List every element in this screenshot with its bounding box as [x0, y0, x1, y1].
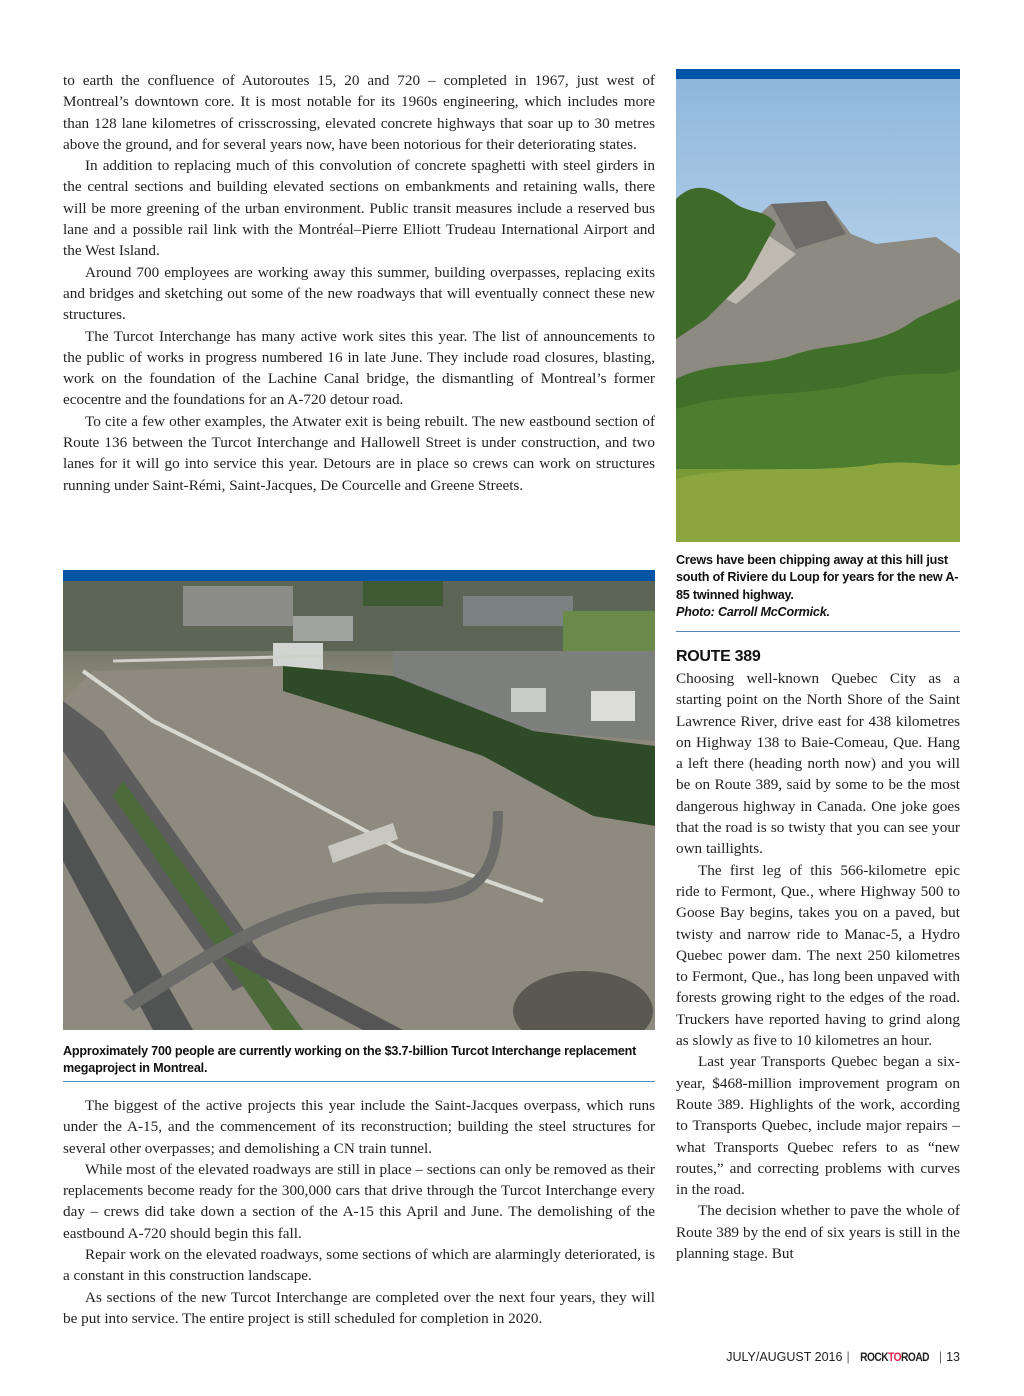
photo-trees — [363, 581, 443, 606]
page-number: 13 — [946, 1350, 960, 1364]
photo-accent-bar — [63, 570, 655, 581]
footer-separator: | — [846, 1350, 850, 1364]
paragraph: The first leg of this 566-kilometre epic ride to Fermont, Que., where Highway 500 to Goose Bay begins, takes you on a paved, but twisty and narrow ride to Manac-5, a Hydro Quebec power dam. The next 250 kilometres to Fermont, Que., has long been unpaved with forests growing right to the edges of the road. Truckers have reported having to grind along as slowly as five to 10 kilometres an hour. — [676, 861, 960, 1050]
paragraph: As sections of the new Turcot Interchange are completed over the next four years, they will be put into service. The entire project is still scheduled for completion in 2020. — [63, 1288, 655, 1327]
paragraph: The Turcot Interchange has many active work sites this year. The list of announcements to the public of works in progress numbered 16 in late June. They include road closures, blasting, work on the foundation of the Lachine Canal bridge, the dismantling of Montreal’s former ecocentre and the foundations for an A-720 detour road. — [63, 327, 655, 409]
logo-text-rock: ROCK — [859, 1350, 888, 1364]
footer-separator: | — [938, 1350, 943, 1364]
photo-parking — [463, 596, 573, 626]
right-column-text — [676, 668, 960, 1264]
photo-accent-bar — [676, 69, 960, 79]
caption-divider — [676, 631, 960, 632]
paragraph: Around 700 employees are working away this summer, building overpasses, replacing exits and bridges and sketching out some of the new roadways that will eventually connect these new structures. — [63, 263, 655, 324]
left-column-bottom-text — [63, 1095, 655, 1329]
caption-text: Crews have been chipping away at this hill just south of Riviere du Loup for years for the new A-85 twinned highway. — [676, 553, 959, 602]
logo-text-to: TO — [887, 1350, 901, 1364]
paragraph: The biggest of the active projects this year include the Saint-Jacques overpass, which runs under the A-15, and the commencement of its reconstruction; building the steel structures for several other overpasses; and demolishing a CN train tunnel. — [63, 1097, 655, 1157]
aerial-photo-turcot-interchange — [63, 581, 655, 1030]
paragraph: to earth the confluence of Autoroutes 15, 20 and 720 – completed in 1967, just west of Montreal’s downtown core. It is most notable for its 1960s engineering, which includes more than 128 lane kilometres of crisscrossing, elevated concrete highways that soar up to 30 metres above the ground, and for several years now, have been notorious for their deteriorating states. — [63, 72, 655, 153]
paragraph: Last year Transports Quebec began a six-year, $468-million improvement program on Route 389. Highlights of the work, according to Transports Quebec, include major repairs – what Transports Quebec refers to as “new routes,” and correcting problems with curves in the road. — [676, 1053, 960, 1199]
hill-photo-caption — [676, 552, 960, 621]
paragraph: Choosing well-known Quebec City as a starting point on the North Shore of the Saint Lawrence River, drive east for 438 kilometres on Highway 138 to Baie-Comeau, Que. Hang a left there (heading north now) and you will be on Route 389, said by some to be the most dangerous highway in Canada. One joke goes that the road is so twisty that you can see your own taillights. — [676, 670, 960, 858]
photo-credit: Photo: Carroll McCormick. — [676, 604, 830, 619]
issue-date: JULY/AUGUST 2016 — [726, 1350, 843, 1364]
magazine-logo — [860, 1350, 929, 1364]
section-heading-route-389: ROUTE 389 — [676, 648, 761, 665]
paragraph: While most of the elevated roadways are still in place – sections can only be removed as their replacements become ready for the 300,000 cars that drive through the Turcot Interchange every day – crews did take down a section of the A-15 this April and June. The demolishing of the eastbound A-720 should begin this fall. — [63, 1160, 655, 1242]
photo-building — [511, 688, 546, 712]
paragraph: In addition to replacing much of this convolution of concrete spaghetti with steel girders in the central sections and building elevated sections on embankments and retaining walls, there will be more greening of the urban environment. Public transit measures include a reserved bus lane and a possible rail link with the Montréal–Pierre Elliott Trudeau International Airport and the West Island. — [63, 157, 655, 260]
caption-divider — [63, 1081, 655, 1082]
aerial-photo-illustration — [63, 581, 655, 1030]
hill-photo-illustration — [676, 79, 960, 542]
photo-building — [591, 691, 635, 721]
paragraph: Repair work on the elevated roadways, some sections of which are alarmingly deteriorated, is a constant in this construction landscape. — [63, 1246, 655, 1285]
photo-building — [293, 616, 353, 641]
aerial-photo-caption: Approximately 700 people are currently working on the $3.7-billion Turcot Interchange replacement megaproject in Montreal. — [63, 1044, 637, 1076]
left-column-top-text — [63, 70, 655, 496]
photo-grass — [676, 463, 960, 542]
paragraph: To cite a few other examples, the Atwater exit is being rebuilt. The new eastbound section of Route 136 between the Turcot Interchange and Hallowell Street is under construction, and two lanes for it will go into service this year. Detours are in place so crews can work on structures running under Saint-Rémi, Saint-Jacques, De Courcelle and Greene Streets. — [63, 412, 655, 494]
paragraph: The decision whether to pave the whole of Route 389 by the end of six years is still in the planning stage. But — [676, 1202, 960, 1263]
page-footer — [726, 1350, 960, 1364]
logo-text-road: ROAD — [900, 1350, 929, 1364]
hill-photo-riviere-du-loup — [676, 79, 960, 542]
photo-building — [183, 586, 293, 626]
